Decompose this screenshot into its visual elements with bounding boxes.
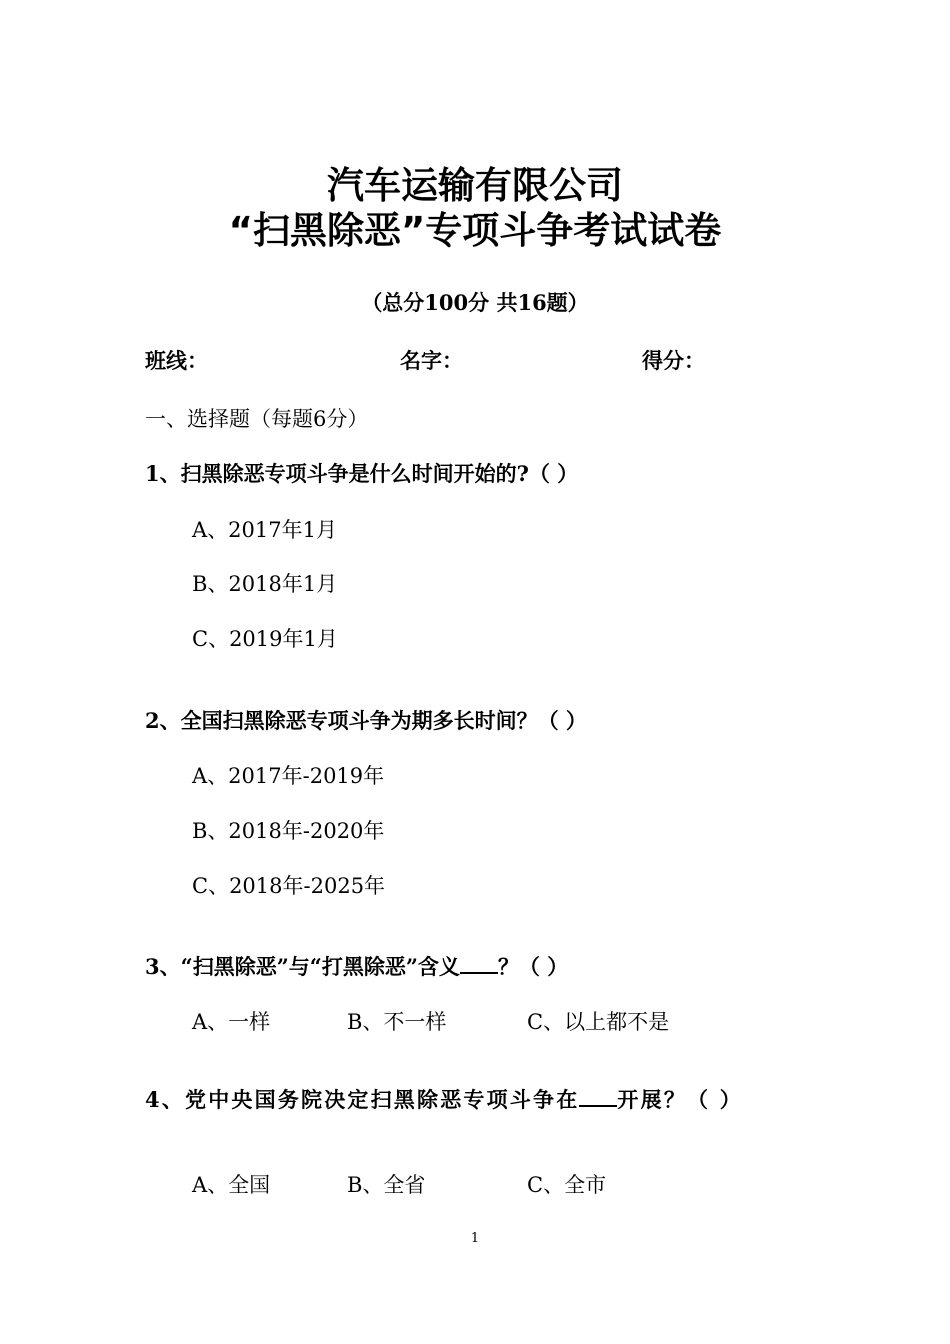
question-1: 1、扫黑除恶专项斗争是什么时间开始的?（ ） (145, 461, 579, 486)
page-number: 1 (470, 1231, 480, 1246)
question-4 (145, 1085, 810, 1115)
question-2-option-b: B、2018年-2020年 (192, 819, 385, 843)
question-4-blank (579, 1104, 617, 1107)
question-3-option-a: A、一样 (192, 1010, 271, 1034)
question-4-option-c: C、全市 (527, 1173, 607, 1197)
question-3-blank (460, 971, 498, 974)
question-1-option-c: C、2019年1月 (192, 627, 338, 651)
question-3-option-b: B、不一样 (347, 1010, 447, 1034)
question-3-text-start: 3、“扫黑除恶”与“打黑除恶”含义 (145, 954, 460, 979)
title-line-2: “扫黑除恶”专项斗争考试试卷 (228, 209, 722, 252)
question-2: 2、全国扫黑除恶专项斗争为期多长时间？（ ） (145, 708, 587, 733)
class-field-label: 班线： (145, 348, 208, 373)
question-2-option-c: C、2018年-2025年 (192, 874, 386, 898)
question-4-option-a: A、全国 (192, 1173, 271, 1197)
question-1-option-b: B、2018年1月 (192, 572, 338, 596)
question-4-option-b: B、全省 (347, 1173, 426, 1197)
question-4-text-start: 4、党中央国务院决定扫黑除恶专项斗争在 (145, 1087, 580, 1112)
question-3 (145, 951, 568, 981)
question-3-text-end: ？（ ） (497, 954, 569, 979)
score-info: （总分100分 共16题） (361, 290, 589, 315)
question-2-option-a: A、2017年-2019年 (192, 764, 385, 788)
question-3-option-c: C、以上都不是 (527, 1010, 670, 1034)
score-field-label: 得分： (642, 348, 705, 373)
section-heading: 一、选择题（每题6分） (145, 407, 369, 431)
question-1-option-a: A、2017年1月 (192, 518, 337, 542)
title-line-1: 汽车运输有限公司 (327, 164, 623, 207)
name-field-label: 名字： (400, 348, 463, 373)
question-4-text-end: 开展？（ ） (617, 1087, 743, 1112)
